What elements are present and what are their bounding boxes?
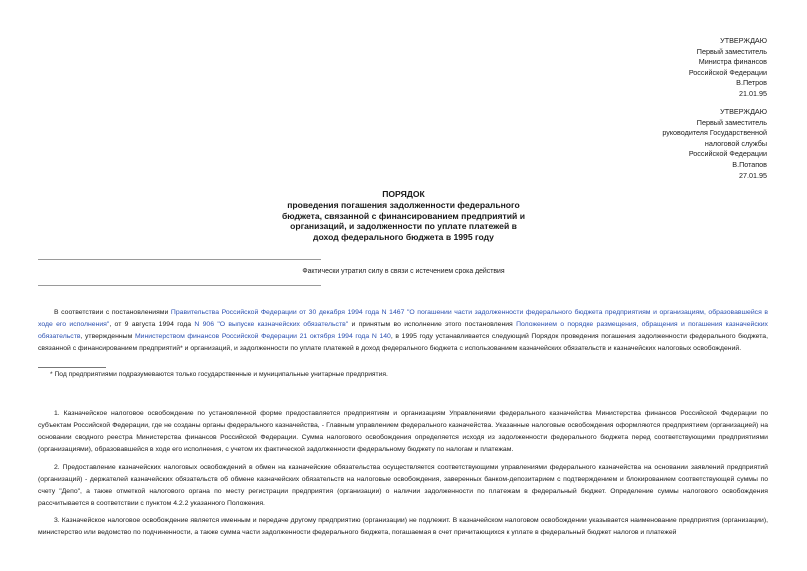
- link-resolution-1467[interactable]: Правительства Российской Федерации от 30 декабря 1994 года N 1467 "О погашении части задолженности федерального бюджета предприятиям и организациям, образовавшейся в ходе его исполнения": [38, 309, 769, 328]
- approval-block-tax-service: [662, 107, 767, 181]
- link-regulation[interactable]: Положением о порядке размещения, обращения и погашения казначейских обязательств: [38, 320, 768, 340]
- intro-paragraph: [38, 307, 768, 355]
- paragraph-text: 1. Казначейское налоговое освобождение по установленной форме предоставляется предприятиям и организациям Управлениями федерального казначейства Министерства финансов Российской Федерации по субъектам Российской Федерации, где не созданы органы федерального казначейства, - Главным управлением федерального казначейства. Указанные налоговые освобождения оформляются предприятием (организацией) на основании сводного реестра Министерства финансов Российской Федерации. Сумма налогового освобождения определяется исходя из задолженности федерального бюджета перед соответствующими предприятиями (организациями), образовавшейся в ходе его исполнения, с учетом их фактической задолженности федеральному бюджету по налогам и платежам.: [38, 410, 768, 453]
- link-ministry-order-140[interactable]: Министерством финансов Российской Федерации 21 октября 1994 года N 140: [134, 332, 391, 340]
- approval-line: налоговой службы: [704, 138, 767, 148]
- footnote-rule: [38, 367, 106, 368]
- intro-text: , в 1995 году устанавливается следующий Порядок проведения погашения задолженности федерального бюджета, связанной с финансированием предприятий* и организаций, и задолженности по уплате платежей в доход федерального бюджета с использованием казначейских обязательств и казначейских налоговых освобождений.: [38, 332, 768, 352]
- approval-line: Министра финансов: [698, 57, 767, 67]
- paragraph-2: [38, 462, 768, 510]
- intro-text: , от 9 августа 1994 года: [109, 320, 195, 328]
- title-line: бюджета, связанной с финансированием предприятий и: [282, 210, 525, 221]
- title-line: доход федерального бюджета в 1995 году: [313, 232, 494, 243]
- approval-line: УТВЕРЖДАЮ: [720, 107, 767, 116]
- approval-line: Российской Федерации: [688, 149, 767, 159]
- title-line: организаций, и задолженности по уплате платежей в: [290, 221, 517, 232]
- title-line: ПОРЯДОК: [382, 189, 425, 199]
- approval-line: 27.01.95: [739, 170, 767, 180]
- approval-line: Российской Федерации: [688, 67, 767, 77]
- approval-line: УТВЕРЖДАЮ: [720, 36, 767, 45]
- paragraph-text: 2. Предоставление казначейских налоговых освобождений в обмен на казначейские обязательства осуществляется соответствующими управлениями федерального казначейства на основании заявлений предприятий (организаций) - держателей казначейских обязательств об обмене казначейских обязательств на налоговые освобождения, заверенных банком-депозитарием с подтверждением и блокированием соответствующей суммы по счету "Депо", а также отметкой налогового органа по месту регистрации предприятия (организации) о наличии задолженности по платежам в федеральный бюджет. Определение суммы налогового освобождения рассчитывается в соответствии с пунктом 4.2.2 указанного Положения.: [38, 464, 768, 507]
- approval-line: В.Потапов: [732, 159, 767, 169]
- document-title: [0, 189, 807, 243]
- approval-line: В.Петров: [736, 78, 767, 88]
- intro-text: , утвержденным: [80, 332, 135, 340]
- intro-text: В соответствии с постановлениями: [54, 309, 171, 316]
- intro-text: и принятым во исполнение этого постановления: [348, 320, 517, 328]
- validity-status: Фактически утратил силу в связи с истечением срока действия: [302, 268, 505, 275]
- approval-line: Первый заместитель: [696, 117, 767, 127]
- title-line: проведения погашения задолженности федерального: [287, 199, 520, 210]
- approval-block-ministry: [689, 36, 767, 100]
- approval-line: 21.01.95: [739, 88, 767, 98]
- link-resolution-906[interactable]: N 906 "О выпуске казначейских обязательств": [194, 320, 349, 328]
- paragraph-text: 3. Казначейское налоговое освобождение является именным и передаче другому предприятию (организации) не подлежит. В казначейском налоговом освобождении указывается наименование предприятия (организации), министерство или ведомство по подчиненности, а также сумма части задолженности федерального бюджета, погашаемая в счет причитающихся к уплате в федеральный бюджет налогов и платежей: [38, 517, 768, 536]
- divider: [38, 285, 321, 286]
- approval-line: руководителя Государственной: [662, 128, 767, 138]
- divider: [38, 259, 321, 260]
- paragraph-3: [38, 515, 768, 539]
- footnote: * Под предприятиями подразумеваются только государственные и муниципальные унитарные предприятия.: [50, 371, 388, 378]
- approval-line: Первый заместитель: [696, 46, 767, 56]
- paragraph-1: [38, 408, 768, 456]
